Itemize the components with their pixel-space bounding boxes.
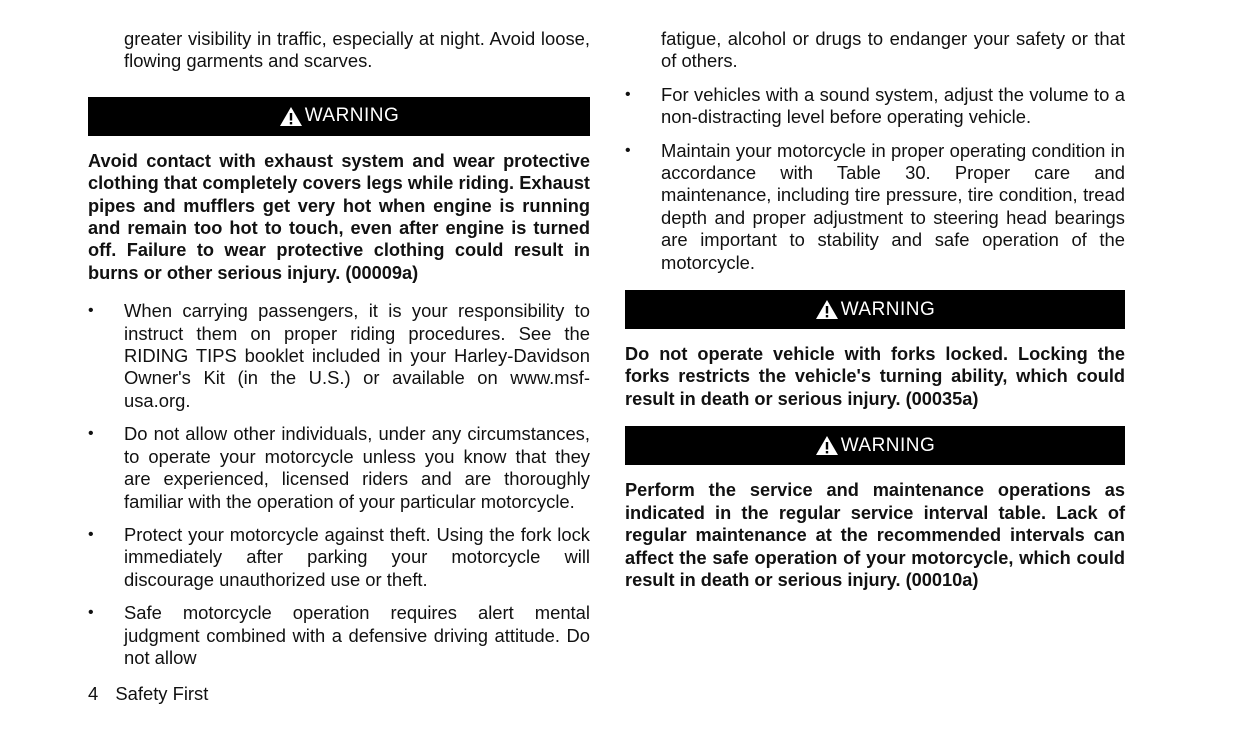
list-item: [88, 423, 590, 513]
bullet-text: When carrying passengers, it is your responsibility to instruct them on proper riding procedures. See the RIDING TIPS booklet included in your Harley-Davidson Owner's Kit (in the U.S.) or available on www.msf-usa.org.: [124, 300, 590, 411]
bullet-text: Protect your motorcycle against theft. Using the fork lock immediately after parking your motorcycle will discourage unauthorized use or theft.: [124, 523, 590, 590]
warning-label: WARNING: [840, 298, 936, 320]
list-item: [88, 300, 590, 412]
page-footer: [88, 683, 208, 705]
intro-continuation: greater visibility in traffic, especially at night. Avoid loose, flowing garments and scarves.: [124, 28, 590, 72]
warning-triangle-icon: [279, 106, 303, 127]
left-column: [88, 28, 590, 680]
warning-label: WARNING: [840, 434, 936, 456]
warning-triangle-icon: [815, 435, 839, 456]
warning-label: WARNING: [304, 105, 400, 127]
list-item: [88, 602, 590, 669]
right-continuation: fatigue, alcohol or drugs to endanger your safety or that of others.: [661, 28, 1125, 72]
section-title: Safety First: [115, 683, 209, 704]
bullet-glyph: •: [88, 425, 94, 443]
warning-banner-3: [625, 426, 1125, 465]
bullet-glyph: •: [625, 141, 631, 159]
list-item: [625, 140, 1125, 274]
bullet-text: Maintain your motorcycle in proper operating condition in accordance with Table 30. Proper care and maintenance, including tire pressure, tire condition, tread depth and proper adjustment to steering head bearings are important to stability and safe operation of the motorcycle.: [661, 139, 1125, 273]
bullet-text: For vehicles with a sound system, adjust the volume to a non-distracting level before operating vehicle.: [661, 83, 1125, 128]
warning-triangle-icon: [815, 299, 839, 320]
warning-text-1: Avoid contact with exhaust system and wear protective clothing that completely covers legs while riding. Exhaust pipes and mufflers get very hot when engine is running and remain too hot to touch, even after engine is turned off. Failure to wear protective clothing could result in burns or other serious injury. (00009a): [88, 150, 590, 283]
warning-text-3: Perform the service and maintenance operations as indicated in the regular service interval table. Lack of regular maintenance at the recommended intervals can affect the safe operation of your motorcycle, which could result in death or serious injury. (00010a): [625, 480, 1125, 590]
page-number: 4: [88, 683, 99, 704]
warning-text-2: Do not operate vehicle with forks locked. Locking the forks restricts the vehicle's turning ability, which could result in death or serious injury. (00035a): [625, 344, 1125, 409]
bullet-glyph: •: [88, 302, 94, 320]
warning-banner-2: [625, 290, 1125, 329]
bullet-text: Do not allow other individuals, under any circumstances, to operate your motorcycle unless you know that they are experienced, licensed riders and are thoroughly familiar with the operation of your particular motorcycle.: [124, 423, 590, 512]
bullet-glyph: •: [88, 525, 94, 543]
bullet-text: Safe motorcycle operation requires alert mental judgment combined with a defensive driving attitude. Do not allow: [124, 602, 590, 668]
list-item: [625, 84, 1125, 129]
warning-banner-1: [88, 97, 590, 136]
bullet-glyph: •: [88, 604, 94, 622]
list-item: [88, 524, 590, 591]
right-column: [625, 28, 1125, 607]
bullet-glyph: •: [625, 85, 631, 103]
